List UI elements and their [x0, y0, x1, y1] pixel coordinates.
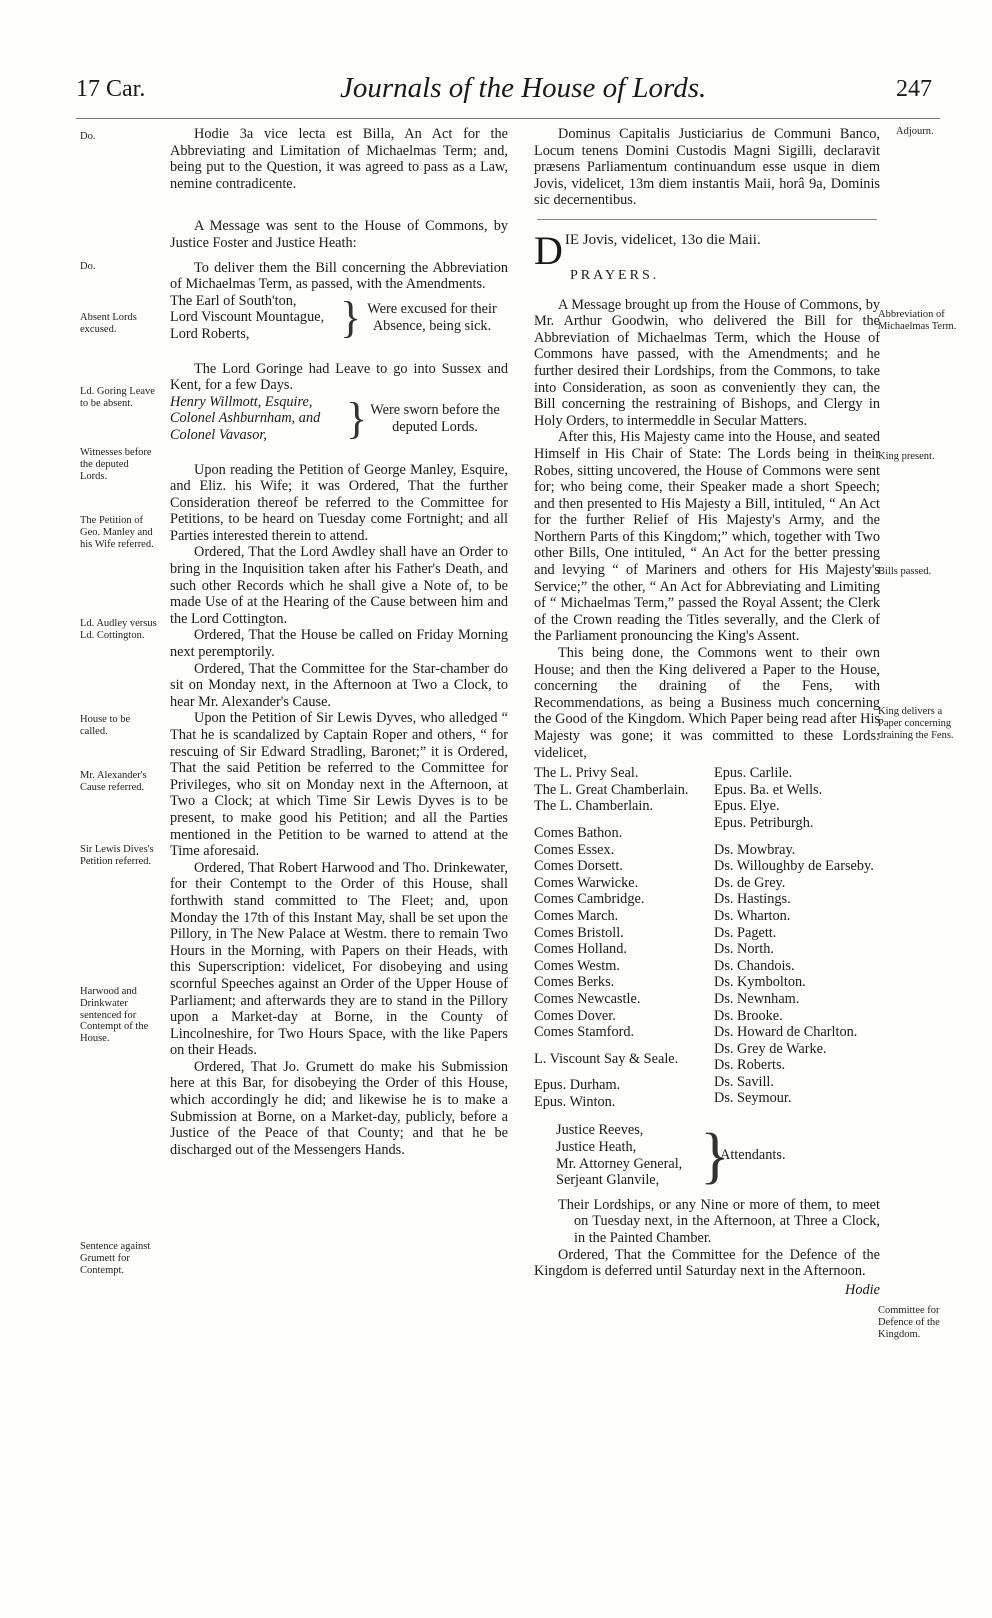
lord-name: Ds. Willoughby de Earseby. — [714, 858, 874, 875]
alexander-cause-entry: Ordered, That the Committee for the Star-chamber do sit on Monday next, in the Afternoon at Two a Clock, to hear Mr. Alexander's Cause. — [170, 660, 508, 710]
lord-name: Ds. Chandois. — [714, 957, 795, 974]
lord-name: Comes Warwicke. — [534, 874, 639, 891]
attendant-name: Justice Reeves, — [556, 1122, 644, 1139]
lord-name: The L. Great Chamberlain. — [534, 781, 689, 798]
grumett-sentence-entry: Ordered, That Jo. Grumett do make his Submission here at this Bar, for disobeying the Order of this House, which accordingly he did; and likewise he is to make a Submission at Borne, on a Market-day, publicly, before a Justice of the Peace of that County; and that he be discharged out of the Messengers Hands. — [170, 1058, 508, 1158]
lord-name: Ds. Brooke. — [714, 1007, 783, 1024]
margin-note: Harwood and Drinkwater sentenced for Contempt of the House. — [80, 986, 149, 1045]
lord-name: Ds. de Grey. — [714, 874, 786, 891]
attendants-label: Attendants. — [720, 1147, 786, 1164]
house-called-entry: Ordered, That the House be called on Friday Morning next peremptorily. — [170, 627, 508, 661]
harwood-sentence-entry: Ordered, That Robert Harwood and Tho. Drinkewater, for their Contempt to the Order of this House, shall forthwith stand committed to The Fleet; and, upon Monday the 17th of this Instant May, shall be set upon the Pillory, in The New Palace at Westm. there to remain Two Hours in the Morning, with Papers on their Heads, with this Superscription: videlicet, For disobeying and using scornful Speeches against an Order of the Upper House of Parliament; and afterwards they are to stand in the Pillory upon a Market-day at Borne, in the County of Lincolneshire, for Two Hours Space, with the like Papers on their Heads. — [170, 859, 508, 1059]
margin-note: Absent Lords excused. — [80, 312, 137, 335]
lords-list-column-2 — [714, 765, 880, 1110]
attendants-group — [556, 1122, 880, 1188]
fens-paper-entry: This being done, the Commons went to their own House; and then the King delivered a Paper to the House, concerning the draining of the Fens, with Recommendations, as being a Business much concerning the Good of the Kingdom. Which Paper being read after His Majesty was gone; it was committed to these Lords: videlicet, — [534, 645, 880, 761]
defence-committee-entry: Ordered, That the Committee for the Defence of the Kingdom is deferred until Saturday next in the Afternoon. — [534, 1246, 880, 1280]
day-heading-text: IE Jovis, videlicet, 13o die Maii. — [564, 231, 761, 248]
absent-lord: Lord Roberts, — [170, 325, 250, 342]
lord-name: Comes Bristoll. — [534, 924, 624, 941]
margin-note: Ld. Goring Leave to be absent. — [80, 386, 155, 409]
absent-lords-group — [170, 293, 508, 343]
lord-name: Ds. Mowbray. — [714, 841, 796, 858]
lord-name: Ds. Wharton. — [714, 907, 791, 924]
message-purpose: To deliver them the Bill concerning the Abbreviation of Michaelmas Term, as passed, with the Amendments. — [170, 259, 508, 293]
margin-note: Mr. Alexander's Cause referred. — [80, 770, 147, 793]
regnal-year: 17 Car. — [76, 76, 146, 102]
witnesses-group — [170, 394, 508, 444]
lord-name: The L. Chamberlain. — [534, 798, 654, 815]
third-reading-entry: Hodie 3a vice lecta est Billa, An Act for the Abbreviating and Limitation of Michaelmas Term; and, being put to the Question, it was agreed to pass as a Law, nemine contradicente. — [170, 126, 508, 192]
lord-name: Ds. North. — [714, 941, 774, 958]
catchword: Hodie — [845, 1281, 880, 1298]
lord-name: Ds. Roberts. — [714, 1057, 786, 1074]
page-header — [0, 72, 992, 116]
goring-leave-entry: The Lord Goringe had Leave to go into Sussex and Kent, for a few Days. — [170, 360, 508, 394]
margin-note: Do. — [80, 261, 96, 272]
lord-name: Comes Essex. — [534, 841, 615, 858]
lord-name: Epus. Ba. et Wells. — [714, 781, 823, 798]
page-number: 247 — [896, 76, 932, 102]
attendant-name: Mr. Attorney General, — [556, 1155, 683, 1172]
lord-name: The L. Privy Seal. — [534, 765, 639, 782]
lord-name: L. Viscount Say & Seale. — [534, 1050, 679, 1067]
margin-note: Ld. Audley versus Ld. Cottington. — [80, 618, 157, 641]
dyves-petition-entry: Upon the Petition of Sir Lewis Dyves, who alledged “ That he is scandalized by Captain Roper and others, “ for rescuing of Sir Edward Stradling, Baronet;” it is Ordered, That the said Petition be referred to the Committee for Privileges, who sit on Monday next in the Afternoon, at Two a Clock; at which Time Sir Lewis Dyves is to be present, to make good his Petition; and all the Parties mentioned in the Petition to be warned to attend at the Time aforesaid. — [170, 710, 508, 860]
margin-note: Sentence against Grumett for Contempt. — [80, 1241, 151, 1276]
witness-name: Colonel Vavasor, — [170, 426, 267, 443]
margin-note: Bills passed. — [878, 566, 932, 577]
running-title: Journals of the House of Lords. — [340, 72, 707, 104]
lord-name: Epus. Petriburgh. — [714, 814, 814, 831]
lord-name: Ds. Kymbolton. — [714, 974, 806, 991]
lord-name: Comes Dover. — [534, 1007, 616, 1024]
lord-name: Ds. Savill. — [714, 1073, 774, 1090]
lord-name: Ds. Howard de Charlton. — [714, 1024, 858, 1041]
lord-name: Comes Cambridge. — [534, 891, 645, 908]
witness-name: Henry Willmott, Esquire, — [170, 393, 313, 410]
committee-meeting-entry: Their Lordships, or any Nine or more of them, to meet on Tuesday next, in the Afternoon, at Three a Clock, in the Painted Chamber. — [558, 1196, 880, 1247]
prayers-heading: PRAYERS. — [570, 267, 660, 283]
left-column — [170, 126, 508, 1158]
commons-message-entry: A Message brought up from the House of Commons, by Mr. Arthur Goodwin, who delivered the Bill for the Abbreviation of Michaelmas Term, which the House of Commons have passed, with the Amendments; and he further desired their Lordships, from the Commons, to take into Consideration, as soon as conveniently they can, the Bill concerning the restraining of Bishops, and Clergy in Holy Orders, to intermeddle in Secular Matters. — [534, 296, 880, 429]
header-rule — [76, 118, 940, 119]
royal-assent-entry: After this, His Majesty came into the House, and seated Himself in His Chair of State: The Lords being in their Robes, sitting uncovered, the House of Commons were sent for; who being come, their Speaker made a short Speech; and then presented to His Majesty a Bill, intituled, “ An Act for the further Relief of His Majesty's Army, and the Northern Parts of this Kingdom;” which, together with Two other Bills, One intituled, “ An Act for the better pressing and levying “ of Mariners and others for His Majesty's Service;” the other, “ An Act for Abbreviating and Limiting of “ Michaelmas Term,” passed the Royal Assent; the Clerk of the Crown reading the Titles severally, and the Clerk of the Parliament pronouncing the King's Assent. — [534, 429, 880, 645]
lord-name: Epus. Elye. — [714, 798, 780, 815]
message-entry: A Message was sent to the House of Commons, by Justice Foster and Justice Heath: — [170, 218, 508, 251]
adjournment-entry: Dominus Capitalis Justiciarius de Communi Banco, Locum tenens Domini Custodis Magni Sigilli, declaravit præsens Parliamentum continuandum esse usque in diem Jovis, videlicet, 13m diem instantis Maii, horâ 9a, Dominis sic decernentibus. — [534, 126, 880, 209]
lord-name: Comes Holland. — [534, 941, 627, 958]
margin-note: King present. — [878, 451, 935, 462]
margin-note: Committee for Defence of the Kingdom. — [878, 1305, 940, 1340]
lord-name: Ds. Grey de Warke. — [714, 1040, 827, 1057]
drop-cap: D — [534, 227, 563, 273]
section-rule — [537, 219, 877, 220]
lord-name: Comes Bathon. — [534, 824, 623, 841]
lord-name: Comes Stamford. — [534, 1024, 635, 1041]
absent-reason: Were excused for their Absence, being sick. — [367, 301, 497, 334]
witness-name: Colonel Ashburnham, and — [170, 410, 321, 427]
audley-order-entry: Ordered, That the Lord Awdley shall have an Order to bring in the Inquisition taken after his Father's Death, and such other Records which he shall give a Note of, to be made Use of at the Hearing of the Cause between him and the Lord Cottington. — [170, 544, 508, 627]
lords-list-column-1 — [534, 765, 714, 1110]
lord-name: Ds. Hastings. — [714, 891, 791, 908]
lord-name: Comes Dorsett. — [534, 858, 623, 875]
margin-note: Do. — [80, 131, 96, 142]
margin-note: Abbreviation of Michaelmas Term. — [878, 309, 957, 332]
attendant-name: Serjeant Glanvile, — [556, 1172, 660, 1189]
absent-lord: The Earl of South'ton, — [170, 292, 297, 309]
margin-note: Witnesses before the deputed Lords. — [80, 447, 152, 482]
brace-glyph: } — [700, 1121, 730, 1190]
brace-glyph: } — [346, 393, 368, 443]
lord-name: Epus. Carlile. — [714, 765, 793, 782]
lord-name: Comes March. — [534, 907, 619, 924]
lord-name: Epus. Winton. — [534, 1093, 616, 1110]
lord-name: Comes Newcastle. — [534, 990, 641, 1007]
brace-glyph: } — [340, 292, 362, 342]
right-column — [534, 126, 880, 1298]
day-heading — [534, 227, 880, 273]
lord-name: Comes Westm. — [534, 957, 620, 974]
attendant-name: Justice Heath, — [556, 1139, 637, 1156]
lord-name: Ds. Pagett. — [714, 924, 777, 941]
absent-lord: Lord Viscount Mountague, — [170, 309, 325, 326]
witness-status: Were sworn before the deputed Lords. — [370, 402, 500, 435]
manley-petition-entry: Upon reading the Petition of George Manley, Esquire, and Eliz. his Wife; it was Ordered, That the further Consideration thereof be referred to the Committee for Petitions, to be heard on Tuesday come Fortnight; and all Parties interested therein to attend. — [170, 461, 508, 544]
margin-note: House to be called. — [80, 714, 131, 737]
lord-name: Ds. Newnham. — [714, 990, 800, 1007]
lord-name: Ds. Seymour. — [714, 1090, 792, 1107]
lord-name: Comes Berks. — [534, 974, 615, 991]
margin-note: Adjourn. — [896, 126, 934, 137]
margin-note: The Petition of Geo. Manley and his Wife referred. — [80, 515, 154, 550]
lord-name: Epus. Durham. — [534, 1077, 621, 1094]
margin-note: Sir Lewis Dives's Petition referred. — [80, 844, 154, 867]
committee-lords-list — [534, 765, 880, 1110]
margin-note: King delivers a Paper concerning draining the Fens. — [878, 706, 954, 741]
